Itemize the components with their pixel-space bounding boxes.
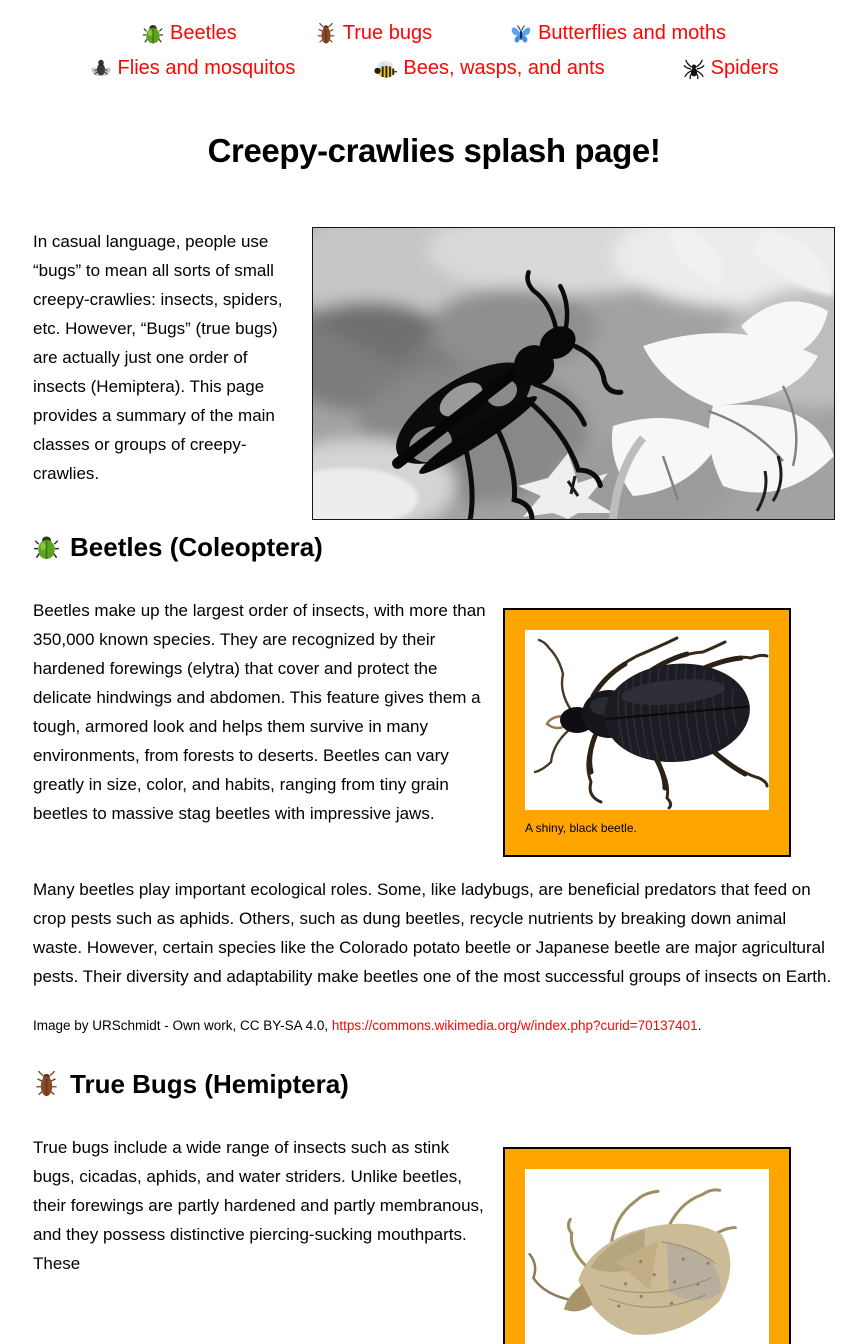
nav-link-label: Beetles	[170, 22, 237, 44]
attribution-suffix: .	[697, 1018, 702, 1033]
beetle-figure-image	[525, 630, 769, 810]
beetles-section	[33, 596, 835, 835]
nav-link-butterflies[interactable]	[510, 16, 726, 51]
beetle-figure	[503, 608, 791, 857]
truebugs-heading-label: True Bugs (Hemiptera)	[70, 1069, 349, 1099]
beetles-paragraph-1: Beetles make up the largest order of insects, with more than 350,000 known species. They are recognized by their hardened forewings (elytra) that cover and protect the delicate hindwings and abdomen. This feature gives them a tough, armored look and helps them survive in many environments, from forests to deserts. Beetles can vary greatly in size, color, and habits, ranging from tiny grain beetles to massive stag beetles with impressive jaws.	[33, 601, 486, 823]
nav-link-flies[interactable]	[90, 51, 296, 86]
nav-link-true-bugs[interactable]	[315, 16, 432, 51]
intro-section	[33, 227, 835, 488]
beetles-heading-label: Beetles (Coleoptera)	[70, 532, 323, 562]
nav-link-bees[interactable]	[373, 51, 604, 86]
nav-link-label: True bugs	[342, 22, 433, 44]
beetles-heading	[33, 532, 835, 563]
nav-link-label: Flies and mosquitos	[117, 57, 296, 79]
attribution	[33, 1017, 835, 1035]
hero-image	[312, 227, 835, 520]
nav-link-label: Bees, wasps, and ants	[403, 57, 605, 79]
intro-paragraph: In casual language, people use “bugs” to mean all sorts of small creepy-crawlies: insects, spiders, etc. However, “Bugs” (true bugs) are actually just one order of insects (Hemiptera). This page provides a summary of the main classes or groups of creepy-crawlies.	[33, 232, 283, 483]
top-nav	[33, 0, 835, 86]
beetle-icon	[33, 534, 60, 561]
page-title: Creepy-crawlies splash page!	[207, 132, 661, 169]
bee-icon	[373, 58, 397, 80]
stinkbug-figure-image	[525, 1169, 769, 1344]
nav-link-label: Spiders	[710, 57, 779, 79]
stinkbug-figure	[503, 1147, 791, 1344]
cockroach-icon	[33, 1071, 60, 1098]
truebugs-paragraph-1: True bugs include a wide range of insects such as stink bugs, cicadas, aphids, and water striders. Unlike beetles, their forewings are partly hardened and partly membranous, and they possess distinctive piercing-sucking mouthparts. These	[33, 1138, 484, 1273]
truebugs-heading	[33, 1069, 835, 1100]
nav-link-label: Butterflies and moths	[538, 22, 726, 44]
beetle-figure-caption: A shiny, black beetle.	[525, 821, 637, 835]
fly-icon	[90, 58, 112, 80]
attribution-text: Image by URSchmidt - Own work, CC BY-SA 4.0,	[33, 1018, 332, 1033]
attribution-link[interactable]: https://commons.wikimedia.org/w/index.php?curid=70137401	[331, 1018, 698, 1033]
butterfly-icon	[510, 23, 532, 45]
beetle-icon	[142, 23, 164, 45]
beetles-paragraph-2: Many beetles play important ecological roles. Some, like ladybugs, are beneficial predators that feed on crop pests such as aphids. Others, such as dung beetles, recycle nutrients by breaking down animal waste. However, certain species like the Colorado potato beetle or Japanese beetle are major agricultural pests. Their diversity and adaptability make beetles one of the most successful groups of insects on Earth.	[33, 880, 832, 986]
nav-link-beetles[interactable]	[142, 16, 237, 51]
truebugs-section	[33, 1133, 835, 1278]
nav-link-spiders[interactable]	[683, 51, 779, 86]
cockroach-icon	[315, 23, 337, 45]
spider-icon	[683, 58, 705, 80]
